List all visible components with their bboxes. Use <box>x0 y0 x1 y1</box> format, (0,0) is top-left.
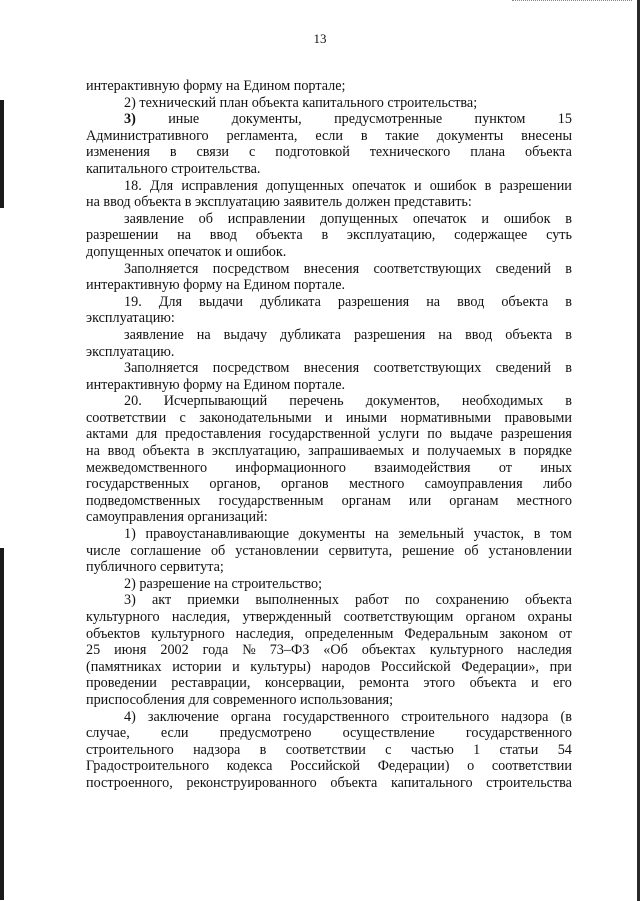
text-word: заявление <box>124 326 184 343</box>
text-word: на <box>374 526 389 543</box>
text-line <box>86 244 572 261</box>
text-line <box>86 609 572 626</box>
text-line <box>86 742 572 759</box>
text-word: реконструированного <box>186 774 317 791</box>
text-word: необходимых <box>461 393 544 410</box>
text-word: местного <box>348 476 405 493</box>
text-word: предоставления <box>165 426 262 443</box>
text-word: в <box>533 526 541 543</box>
text-word: межведомственного <box>86 459 208 476</box>
text-line <box>86 559 572 576</box>
text-word: органов, <box>209 476 261 493</box>
text-word: земельный <box>398 526 464 543</box>
text-word: ввод <box>209 227 237 244</box>
text-word: соответствии <box>285 741 366 758</box>
text-word: выполненных <box>255 592 339 609</box>
text-word: его <box>553 675 572 692</box>
text-word: правоустанавливающие <box>145 526 290 543</box>
text-line <box>86 476 572 493</box>
text-word: приспособления для современного использования; <box>86 691 394 708</box>
text-word: работ <box>355 592 389 609</box>
text-word: в <box>565 210 572 227</box>
text-line <box>86 709 572 726</box>
text-word: Исчерпывающий <box>163 393 268 410</box>
text-word: и <box>531 675 539 692</box>
text-word: подведомственных <box>86 492 201 509</box>
text-word: эксплуатацию, <box>346 227 436 244</box>
text-word: 1 <box>473 741 481 758</box>
text-word: объекта <box>255 227 303 244</box>
text-word: Федерации) <box>377 758 450 775</box>
text-word: 3) <box>124 111 136 128</box>
text-line <box>86 692 572 709</box>
text-line <box>86 410 572 427</box>
text-line <box>86 592 572 609</box>
text-line <box>86 161 572 178</box>
text-word: разрешении <box>499 177 572 194</box>
text-line <box>86 393 572 410</box>
text-word: в <box>565 293 572 310</box>
text-word: или <box>408 492 432 509</box>
text-word: строительства <box>486 774 572 791</box>
text-word: от <box>558 625 572 642</box>
text-word: запрашиваемых <box>308 443 405 460</box>
text-word: капитального <box>390 774 473 791</box>
text-line <box>86 95 572 112</box>
text-word: наследия, <box>171 609 231 625</box>
text-word: в <box>565 326 572 343</box>
text-word: эксплуатацию: <box>86 310 175 327</box>
text-word: соглашение <box>130 542 201 559</box>
text-word: выдачи <box>199 293 243 310</box>
text-word: (памятниках <box>86 658 162 675</box>
text-word: иными <box>345 409 388 426</box>
text-word: решение <box>402 542 455 559</box>
text-word: строительного <box>401 708 490 725</box>
text-word: в <box>565 393 572 410</box>
text-word: с <box>385 741 392 758</box>
text-word: с <box>179 409 186 426</box>
text-line <box>86 725 572 742</box>
text-word: соответствующих <box>373 260 482 277</box>
text-word: публичного сервитута; <box>86 559 224 576</box>
text-word: Российской <box>290 758 361 775</box>
text-word: объекта <box>142 443 190 460</box>
text-word: в <box>565 260 572 277</box>
text-word: истории <box>172 658 222 675</box>
text-word: разрешения <box>500 426 572 443</box>
text-line <box>86 642 572 659</box>
text-word: от <box>498 459 512 476</box>
text-word: интерактивную форму на Едином портале. <box>86 277 346 294</box>
text-word: актами <box>86 426 129 443</box>
text-word: для <box>136 426 158 443</box>
text-word: выдачу <box>223 326 268 343</box>
text-word: в <box>321 227 329 244</box>
text-word: иные <box>168 111 200 128</box>
text-word: объекта <box>501 293 549 310</box>
text-word: эксплуатацию. <box>86 343 175 360</box>
text-word: органов <box>280 476 329 493</box>
text-word: объекта <box>524 592 572 609</box>
text-line <box>86 659 572 676</box>
text-line <box>86 277 572 294</box>
text-word: объекта <box>525 144 572 161</box>
text-word: № <box>242 642 256 659</box>
text-line <box>86 327 572 344</box>
text-word: определенным <box>304 625 394 642</box>
text-word: объекта <box>330 774 378 791</box>
text-word: законом <box>499 625 548 642</box>
text-word: ввод <box>465 326 493 343</box>
text-word: 2) технический план объекта капитального строительства; <box>124 94 478 111</box>
text-word: (в <box>560 708 572 725</box>
text-word: том <box>550 526 572 543</box>
text-word: Заполняется <box>124 260 199 277</box>
text-word: Для <box>158 293 183 310</box>
text-word: Федерации», <box>461 658 540 675</box>
text-word: года <box>202 642 229 659</box>
text-word: объекта <box>469 675 517 692</box>
text-word: культурного <box>429 642 504 659</box>
text-word: сведений <box>495 260 551 277</box>
text-word: культуры) <box>250 658 311 675</box>
text-word: связи <box>196 144 230 161</box>
text-word: регламента, <box>226 127 298 144</box>
text-word: 20. <box>124 393 142 410</box>
text-word: соответствующих <box>373 360 482 377</box>
text-word: надзора <box>501 708 549 725</box>
text-word: статьи <box>499 741 539 758</box>
text-word: содержащее <box>454 227 528 244</box>
text-word: сохранению <box>435 592 509 609</box>
text-word: интерактивную форму на Едином портале; <box>86 78 346 94</box>
text-word: документы <box>298 526 366 543</box>
text-word: ввод <box>457 293 485 310</box>
text-word: внесены <box>521 127 572 144</box>
text-word: и <box>481 210 489 227</box>
text-word: ввод <box>107 443 135 460</box>
text-word: исправления <box>181 177 258 194</box>
text-word: об <box>198 210 213 227</box>
text-line <box>86 543 572 560</box>
text-word: в <box>259 741 267 758</box>
text-word: органа <box>230 708 272 725</box>
text-word: народов <box>321 658 371 675</box>
text-word: июня <box>114 642 147 659</box>
text-line <box>86 426 572 443</box>
text-word: сервитута, <box>328 542 393 559</box>
text-word: приемки <box>187 592 240 609</box>
text-word: государственной <box>269 426 371 443</box>
text-word: на <box>196 326 211 343</box>
text-word: в <box>509 443 516 460</box>
text-word: кодекса <box>226 758 273 775</box>
text-word: на ввод объекта в эксплуатацию заявитель должен представить: <box>86 194 472 211</box>
text-word: государственных <box>86 476 190 493</box>
text-word: Федеральным <box>404 625 489 642</box>
text-word: Для <box>149 177 174 194</box>
text-word: допущенных <box>320 210 399 227</box>
text-word: 4) <box>124 708 136 725</box>
text-word: о <box>467 758 475 775</box>
text-word: допущенных <box>265 177 344 194</box>
text-word: исправлении <box>227 210 306 227</box>
scan-corner-noise <box>512 0 632 4</box>
text-word: технического <box>369 144 451 161</box>
text-word: взаимодействия <box>374 459 471 476</box>
text-line <box>86 509 572 526</box>
text-word: культурного <box>86 609 160 625</box>
text-word: допущенных опечаток и ошибок. <box>86 243 287 260</box>
text-word: объектов <box>86 625 141 642</box>
text-word: заявление <box>124 210 184 227</box>
text-line <box>86 377 572 394</box>
text-word: 15 <box>557 111 572 128</box>
text-word: охраны <box>527 609 572 625</box>
text-word: нормативными <box>400 409 492 426</box>
text-word: на <box>86 443 100 460</box>
text-line <box>86 675 572 692</box>
text-word: культурного <box>151 625 225 642</box>
text-word: внесения <box>303 360 360 377</box>
text-word: объектах <box>361 642 416 659</box>
text-word: разрешения <box>353 326 426 343</box>
text-word: пунктом <box>474 111 526 128</box>
text-word: информационного <box>235 459 346 476</box>
text-word: сведений <box>495 360 551 377</box>
text-word: органам <box>341 492 391 509</box>
text-word: осуществление <box>342 725 435 742</box>
text-line <box>86 211 572 228</box>
text-word: разрешения <box>337 293 410 310</box>
text-word: Административного <box>86 127 209 144</box>
text-word: числе <box>86 542 121 559</box>
text-word: этого <box>423 675 456 692</box>
text-word: государственного <box>283 708 390 725</box>
text-word: если <box>315 127 343 144</box>
text-word: подготовкой <box>275 144 350 161</box>
text-word: интерактивную форму на Едином портале. <box>86 376 346 393</box>
text-word: государственным <box>218 492 324 509</box>
text-word: органом <box>465 609 516 625</box>
text-word: изменения <box>86 144 150 161</box>
text-word: объекта <box>505 326 553 343</box>
text-word: 25 <box>86 642 101 659</box>
text-line <box>86 128 572 145</box>
text-word: органам <box>449 492 499 509</box>
text-word: установлении <box>488 542 572 559</box>
text-word: случае, <box>86 725 130 742</box>
text-word: установлении <box>235 542 319 559</box>
text-word: заключение <box>147 708 219 725</box>
text-word: утвержденный <box>242 609 332 625</box>
text-line <box>86 360 572 377</box>
text-line <box>86 526 572 543</box>
text-word: реставрации, <box>171 675 251 692</box>
text-word: такие <box>385 127 419 144</box>
text-line <box>86 178 572 195</box>
text-line <box>86 344 572 361</box>
text-word: 19. <box>124 293 142 310</box>
text-word: об <box>210 542 226 559</box>
text-word: и <box>324 409 333 426</box>
text-word: с <box>248 144 256 161</box>
text-line <box>86 460 572 477</box>
text-word: надзора <box>193 741 241 758</box>
text-word: 54 <box>557 741 572 758</box>
text-word: внесения <box>303 260 360 277</box>
text-word: при <box>549 658 572 675</box>
text-word: об <box>464 542 479 559</box>
text-line <box>86 443 572 460</box>
text-word: 18. <box>124 177 142 194</box>
text-word: эксплуатацию, <box>211 443 301 460</box>
text-word: получаемых <box>427 443 502 460</box>
text-word: в <box>197 443 205 460</box>
text-word: ошибок <box>503 210 551 227</box>
text-word: предусмотренные <box>334 111 443 128</box>
page-number: 13 <box>313 31 327 46</box>
text-word: документы, <box>231 111 302 128</box>
text-line <box>86 194 572 211</box>
text-word: участок, <box>473 526 524 543</box>
scan-edge-mark-top <box>0 100 4 208</box>
text-line <box>86 493 572 510</box>
scan-edge-mark-bottom <box>0 548 4 900</box>
text-word: посредством <box>212 260 290 277</box>
text-word: 2) разрешение на строительство; <box>124 575 323 592</box>
text-word: соответствии <box>86 409 167 426</box>
text-word: предусмотрено <box>219 725 312 742</box>
text-line <box>86 310 572 327</box>
text-word: консервации, <box>264 675 345 692</box>
text-word: частью <box>410 741 454 758</box>
text-word: опечаток <box>412 210 467 227</box>
text-word: порядке <box>523 443 572 460</box>
text-word: строительного <box>86 741 174 758</box>
text-word: суть <box>546 227 572 244</box>
text-line <box>86 144 572 161</box>
text-line <box>86 626 572 643</box>
text-word: по <box>404 592 420 609</box>
document-body <box>86 78 572 792</box>
text-word: самоуправления организаций: <box>86 509 268 526</box>
text-word: ошибок <box>429 177 477 194</box>
text-line <box>86 111 572 128</box>
text-word: дубликата <box>259 293 321 310</box>
text-word: 3) <box>124 592 136 609</box>
text-word: в <box>169 144 177 161</box>
text-word: построенного, <box>86 774 173 791</box>
text-word: государственного <box>465 725 572 742</box>
text-word: на <box>426 293 441 310</box>
text-word: в <box>360 127 368 144</box>
text-word: акт <box>151 592 172 609</box>
text-word: 73–ФЗ <box>269 642 310 659</box>
text-line <box>86 227 572 244</box>
text-word: дубликата <box>280 326 341 343</box>
text-word: иных <box>540 459 572 476</box>
text-line <box>86 775 572 792</box>
text-word: 2002 <box>160 642 189 659</box>
text-word: по <box>427 426 442 443</box>
text-word: и <box>413 177 422 194</box>
text-word: на <box>438 326 453 343</box>
text-word: разрешении <box>86 227 159 244</box>
text-word: плана <box>470 144 506 161</box>
text-word: 1) <box>124 526 136 543</box>
text-word: наследия <box>517 642 572 659</box>
text-line <box>86 758 572 775</box>
text-word: на <box>177 227 192 244</box>
text-word: опечаток <box>352 177 406 194</box>
text-line <box>86 576 572 593</box>
text-word: если <box>160 725 189 742</box>
text-line <box>86 261 572 278</box>
text-word: и <box>411 443 420 460</box>
text-word: ремонта <box>359 675 409 692</box>
text-word: соответствующим <box>343 609 454 625</box>
text-word: и <box>232 658 240 675</box>
text-line <box>86 78 572 95</box>
text-word: услуги <box>378 426 420 443</box>
text-word: капитального строительства. <box>86 160 261 177</box>
text-word: законодательными <box>199 409 312 426</box>
text-word: выдаче <box>450 426 493 443</box>
text-word: местного <box>516 492 572 509</box>
text-word: либо <box>542 476 572 493</box>
text-word: Заполняется <box>124 360 199 377</box>
text-word: в <box>565 360 572 377</box>
text-word: «Об <box>323 642 348 659</box>
text-line <box>86 294 572 311</box>
text-word: посредством <box>212 360 290 377</box>
text-word: перечень <box>289 393 344 410</box>
text-word: самоуправления <box>424 476 523 493</box>
text-word: Российской <box>380 658 451 675</box>
text-word: соответствии <box>491 758 572 775</box>
text-word: документы <box>436 127 504 144</box>
text-word: наследия, <box>235 625 294 642</box>
text-word: проведении <box>86 675 157 692</box>
text-word: в <box>484 177 492 194</box>
text-word: правовыми <box>504 409 572 426</box>
text-word: документов, <box>365 393 440 410</box>
text-word: Градостроительного <box>86 758 210 775</box>
